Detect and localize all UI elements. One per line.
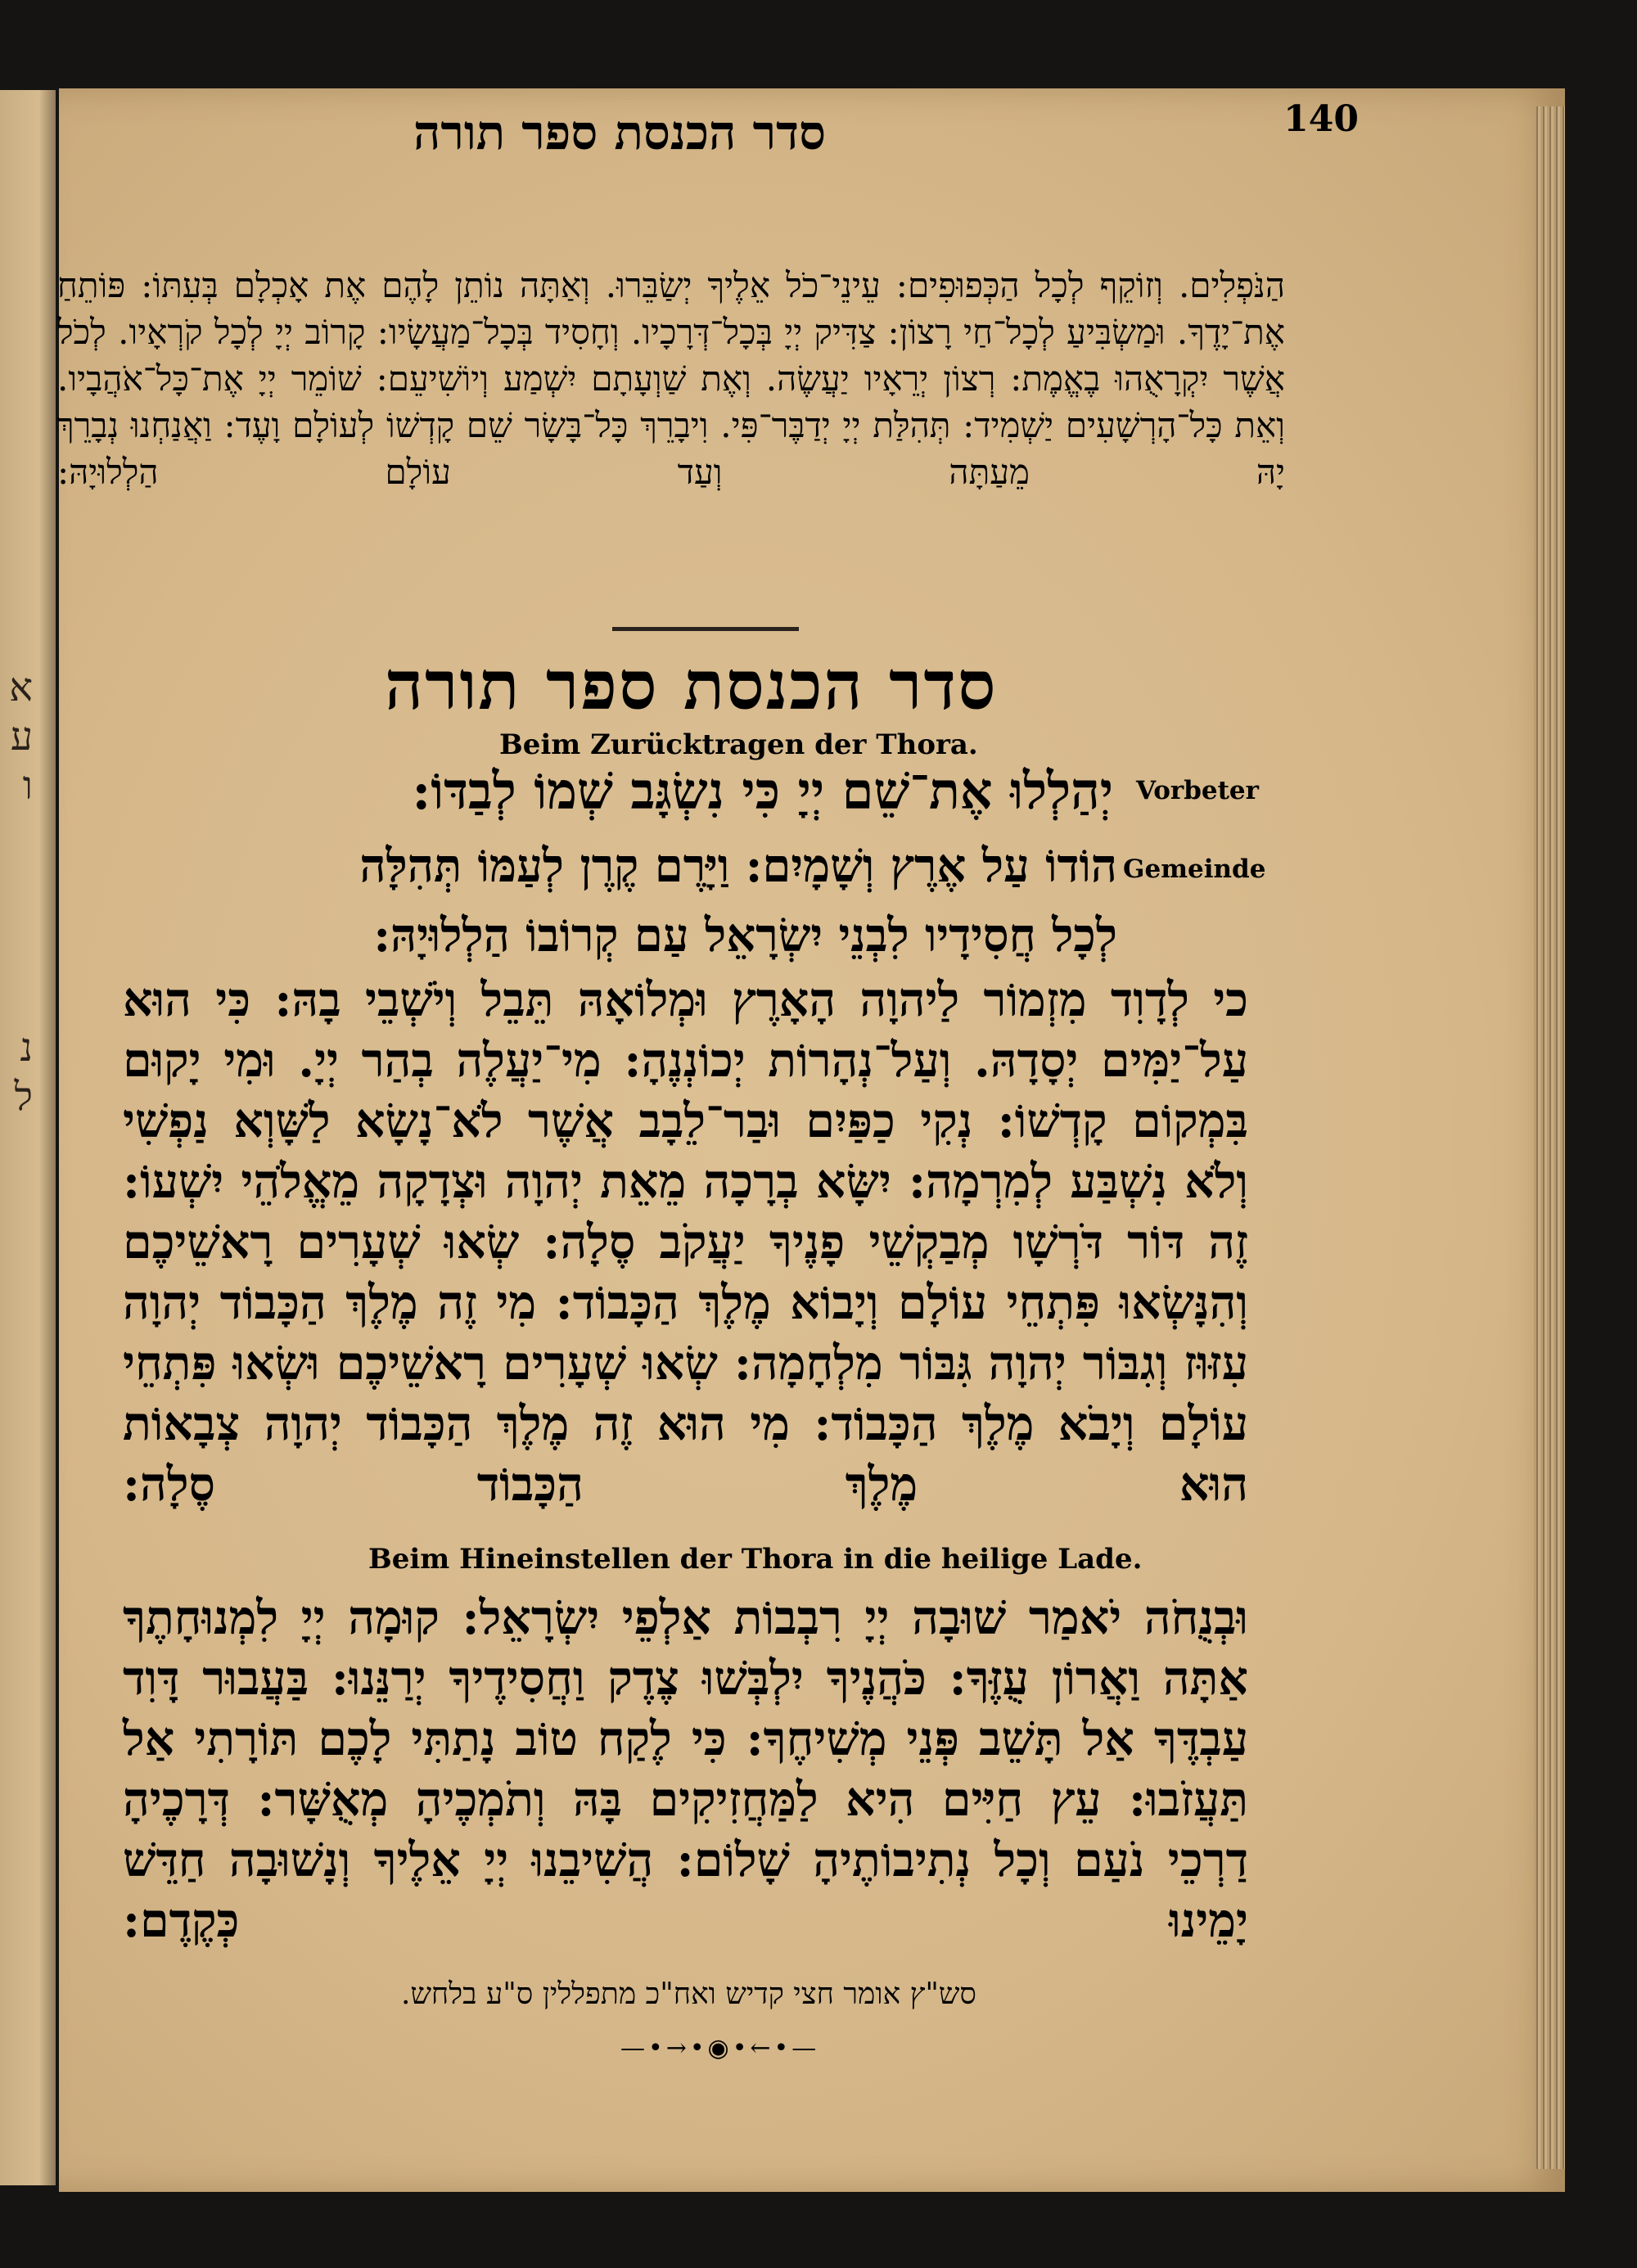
page-number: 140 bbox=[1283, 98, 1359, 140]
german-subtitle-2: Beim Hineinstellen der Thora in die heilige Lade. bbox=[368, 1543, 1143, 1576]
running-head-title: סדר הכנסת ספר תורה bbox=[413, 105, 826, 160]
footnote-instruction: סש"ץ אומר חצי קדיש ואח"כ מתפללין ס"ע בלחש. bbox=[401, 1977, 976, 2011]
previous-page-edge bbox=[0, 90, 56, 2185]
prev-char: ו bbox=[22, 763, 33, 809]
prev-char: ל bbox=[14, 1074, 33, 1120]
previous-page-fragments bbox=[0, 663, 33, 1121]
prev-char: א bbox=[9, 665, 33, 710]
psalm-24: כי לְדָוִד מִזְמוֹר לַיהוָה הָאָרֶץ וּמְלוֹאָהּ תֵּבֵל וְיֹשְׁבֵי בָהּ: כִּי הוּא עַל־יַמִּים יְסָדָהּ. וְעַל־נְהָרוֹת יְכוֹנְנֶהָ: מִי־יַעֲלֶה בְהַר יְיָ. וּמִי יָקוּם בִּמְקוֹם קָדְשׁוֹ: נְקִי כַפַּיִם וּבַר־לֵבָב אֲשֶׁר לֹא־נָשָׂא לַשָּׁוְא נַפְשִׁי וְלֹא נִשְׁבַּע לְמִרְמָה: יִשָּׂא בְרָכָה מֵאֵת יְהוָה וּצְדָקָה מֵאֱלֹהֵי יִשְׁעוֹ: זֶה דּוֹר דֹּרְשָׁו מְבַקְשֵׁי פָנֶיךָ יַעֲקֹב סֶלָה: שְׂאוּ שְׁעָרִים רָאשֵׁיכֶם וְהִנָּשְׂאוּ פִּתְחֵי עוֹלָם וְיָבוֹא מֶלֶךְ הַכָּבוֹד: מִי זֶה מֶלֶךְ הַכָּבוֹד יְהוָה עִזּוּז וְגִבּוֹר יְהוָה גִּבּוֹר מִלְחָמָה: שְׂאוּ שְׁעָרִים רָאשֵׁיכֶם וּשְׂאוּ פִּתְחֵי עוֹלָם וְיָבֹא מֶלֶךְ הַכָּבוֹד: מִי הוּא זֶה מֶלֶךְ הַכָּבוֹד יְהוָה צְבָאוֹת הוּא מֶלֶךְ הַכָּבוֹד סֶלָה: bbox=[123, 972, 1248, 1512]
psalm-145-ending: הַנֹּפְלִים. וְזוֹקֵף לְכָל הַכְּפוּפִים: עֵינֵי־כֹל אֵלֶיךָ יְשַׂבֵּרוּ. וְאַתָּה נוֹתֵן לָהֶם אֶת אָכְלָם בְּעִתּוֹ: פּוֹתֵחַ אֶת־יָדֶךָ. וּמַשְׂבִּיעַ לְכָל־חַי רָצוֹן: צַדִּיק יְיָ בְּכָל־דְּרָכָיו. וְחָסִיד בְּכָל־מַעֲשָׂיו: קָרוֹב יְיָ לְכָל קֹרְאָיו. לְכֹל אֲשֶׁר יִקְרָאֻהוּ בֶאֱמֶת: רְצוֹן יְרֵאָיו יַעֲשֶׂה. וְאֶת שַׁוְעָתָם יִשְׁמַע וְיוֹשִׁיעֵם: שׁוֹמֵר יְיָ אֶת־כָּל־אֹהֲבָיו. וְאֵת כָּל־הָרְשָׁעִים יַשְׁמִיד: תְּהִלַּת יְיָ יְדַבֶּר־פִּי. וִיבָרֵךְ כָּל־בָּשָׂר שֵׁם קָדְשׁוֹ לְעוֹלָם וָעֶד: וַאֲנַחְנוּ נְבָרֵךְ יָהּ מֵעַתָּה וְעַד עוֹלָם הַלְלוּיָהּ: bbox=[57, 265, 1285, 492]
uvnucho-prayer: וּבְנֻחֹה יֹאמַר שׁוּבָה יְיָ רִבְבוֹת אַלְפֵי יִשְׂרָאֵל: קוּמָה יְיָ לִמְנוּחָתֶךָ אַתָּה וַאֲרוֹן עֻזֶּךָ: כֹּהֲנֶיךָ יִלְבְּשׁוּ צֶדֶק וַחֲסִידֶיךָ יְרַנֵּנוּ: בַּעֲבוּר דָּוִד עַבְדֶּךָ אַל תָּשֵׁב פְּנֵי מְשִׁיחֶךָ: כִּי לֶקַח טוֹב נָתַתִּי לָכֶם תּוֹרָתִי אַל תַּעֲזֹבוּ: עֵץ חַיִּים הִיא לַמַּחֲזִיקִים בָּהּ וְתֹמְכֶיהָ מְאֻשָּׁר: דְּרָכֶיהָ דַרְכֵי נֹעַם וְכָל נְתִיבוֹתֶיהָ שָׁלוֹם: הֲשִׁיבֵנוּ יְיָ אֵלֶיךָ וְנָשׁוּבָה חַדֵּשׁ יָמֵינוּ כְּקֶדֶם: bbox=[123, 1590, 1248, 1948]
role-label-vorbeter: Vorbeter bbox=[1136, 776, 1259, 805]
role-label-gemeinde: Gemeinde bbox=[1123, 854, 1266, 884]
german-subtitle: Beim Zurücktragen der Thora. bbox=[499, 728, 978, 761]
prev-char: ע bbox=[10, 714, 33, 760]
page-stack-edge bbox=[1534, 106, 1565, 2169]
section-divider bbox=[612, 627, 799, 631]
ornament-divider: —•→•◉•←•— bbox=[620, 2034, 820, 2063]
verse-gemeinde-line1: הוֹדוֹ עַל אֶרֶץ וְשָׁמָיִם: וַיָּרֶם קֶרֶן לְעַמּוֹ תְּהִלָּה bbox=[359, 839, 1117, 893]
verse-gemeinde-line2: לְכָל חֲסִידָיו לִבְנֵי יִשְׂרָאֵל עַם קְרוֹבוֹ הַלְלוּיָהּ: bbox=[373, 909, 1117, 963]
verse-vorbeter: יְהַלְלוּ אֶת־שֵׁם יְיָ כִּי נִשְׂגָּב שְׁמוֹ לְבַדּוֹ: bbox=[412, 761, 1113, 821]
prev-char: נ bbox=[20, 1025, 33, 1071]
section-title: סדר הכנסת ספר תורה bbox=[385, 647, 998, 725]
